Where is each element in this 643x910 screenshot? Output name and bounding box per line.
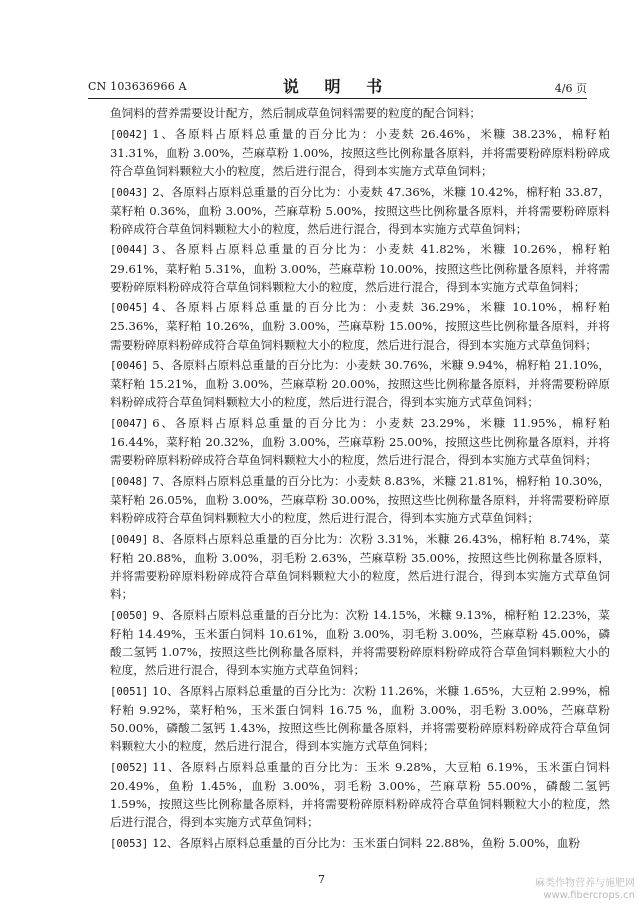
paragraph-number: [0047] (110, 418, 149, 431)
paragraph-text: 8、各原料占原料总重量的百分比为：次粉 3.31%，米糠 26.43%，棉籽粕 8.74%，菜籽粕 20.88%，血粉 3.00%，羽毛粉 2.63%，苎麻草粉 35.00%，按照这些比例称量各原料，并将需要粉碎原料粉碎成符合草鱼饲料颗粒大小的粒度，然后进行混合，得到本实施方式草鱼饲料； (110, 531, 610, 602)
paragraph-text: 4、各原料占原料总重量的百分比为：小麦麸 36.29%，米糠 10.10%，棉籽粕 25.36%，菜籽粕 10.26%，血粉 3.00%，苎麻草粉 15.00%，按照这些比例称量各原料，并将需要粉碎原料粉碎成符合草鱼饲料颗粒大小的粒度，然后进行混合，得到本实施方式草鱼饲料； (110, 300, 610, 352)
paragraph (110, 183, 610, 238)
paragraph-text: 5、各原料占原料总重量的百分比为：小麦麸 30.76%，米糠 9.94%，棉籽粕 21.10%，菜籽粕 15.21%，血粉 3.00%，苎麻草粉 20.00%，按照这些比例称量各原料，并将需要粉碎原料粉碎成符合草鱼饲料颗粒大小的粒度，然后进行混合，得到本实施方式草鱼饲料； (110, 358, 610, 410)
watermark-line: www.fibercrops.cn (543, 890, 635, 901)
paragraph-number: [0049] (110, 533, 149, 546)
paragraph-text: 3、各原料占原料总重量的百分比为：小麦麸 41.82%，米糠 10.26%，棉籽粕 29.61%，菜籽粕 5.31%，血粉 3.00%，苎麻草粉 10.00%，按照这些比例称量各原料，并将需要粉碎原料粉碎成符合草鱼饲料颗粒大小的粒度，然后进行混合，得到本实施方式草鱼饲料； (110, 242, 610, 294)
paragraph-text: 11、各原料占原料总重量的百分比为：玉米 9.28%，大豆粕 6.19%，玉米蛋白饲料 20.49%，鱼粉 1.45%，血粉 3.00%，羽毛粉 3.00%，苎麻草粉 55.00%，磷酸二氢钙 1.59%，按照这些比例称量各原料，并将需要粉碎原料粉碎成符合草鱼饲料颗粒大小的粒度，然后进行混合，得到本实施方式草鱼饲料； (110, 759, 610, 829)
patent-number: CN 103636966 A (88, 80, 187, 93)
paragraph (110, 240, 610, 295)
paragraph-number: [0050] (110, 609, 149, 622)
paragraph (110, 414, 610, 469)
paragraph-text: 9、各原料占原料总重量的百分比为：次粉 14.15%，米糠 9.13%，棉籽粕 12.23%，菜籽粕 14.49%，玉米蛋白饲料 10.61%，血粉 3.00%，羽毛粉 3.00%，苎麻草粉 45.00%，磷酸二氢钙 1.07%，按照这些比例称量各原料，并将需要粉碎原料粉碎成符合草鱼饲料颗粒大小的粒度，然后进行混合，得到本实施方式草鱼饲料； (110, 607, 610, 678)
watermark-line: 麻类作物营养与施肥网 (535, 878, 635, 889)
paragraph (110, 125, 610, 180)
paragraph (110, 530, 610, 603)
page-header (88, 74, 587, 96)
page-indicator: 4/6 页 (554, 82, 587, 95)
lead-paragraph: 鱼饲料的营养需要设计配方，然后制成草鱼饲料需要的粒度的配合饲料； (110, 106, 482, 120)
document-title: 说 明 书 (282, 77, 393, 96)
paragraph-text: 1、各原料占原料总重量的百分比为：小麦麸 26.46%，米糠 38.23%，棉籽粕 31.31%，血粉 3.00%，苎麻草粉 1.00%，按照这些比例称量各原料，并将需要粉碎原料粉碎成符合草鱼饲料颗粒大小的粒度，然后进行混合，得到本实施方式草鱼饲料； (110, 126, 610, 178)
paragraph-number: [0052] (110, 761, 149, 774)
paragraph-text: 12、各原料占原料总重量的百分比为：玉米蛋白饲料 22.88%，鱼粉 5.00%，血粉 (152, 835, 581, 850)
paragraph (110, 356, 610, 411)
paragraph (110, 834, 610, 853)
paragraph-text: 10、各原料占原料总重量的百分比为：次粉 11.26%，米糠 1.65%，大豆粕 2.99%，棉籽粕 9.92%，菜籽粕%，玉米蛋白饲料 16.75 %，血粉 3.00%，羽毛粉 3.00%，苎麻草粉 50.00%，磷酸二氢钙 1.43%，按照这些比例称量各原料，并将需要粉碎原料粉碎成符合草鱼饲料颗粒大小的粒度，然后进行混合，得到本实施方式草鱼饲料； (110, 683, 610, 754)
paragraph-number: [0043] (110, 186, 149, 199)
paragraph (110, 682, 610, 755)
paragraph-number: [0044] (110, 244, 149, 257)
paragraph (110, 472, 610, 527)
paragraph-number: [0042] (110, 128, 149, 141)
paragraph-text: 2、各原料占原料总重量的百分比为：小麦麸 47.36%，米糠 10.42%，棉籽粕 33.87，菜籽粕 0.36%，血粉 3.00%，苎麻草粉 5.00%，按照这些比例称量各原料，并将需要粉碎原料粉碎成符合草鱼饲料颗粒大小的粒度，然后进行混合，得到本实施方式草鱼饲料； (110, 184, 610, 236)
paragraph-number: [0045] (110, 302, 149, 315)
paragraph-text: 7、各原料占原料总重量的百分比为：小麦麸 8.83%，米糠 21.81%，棉籽粕 10.30%，菜籽粕 26.05%，血粉 3.00%，苎麻草粉 30.00%，按照这些比例称量各原料，并将需要粉碎原料粉碎成符合草鱼饲料颗粒大小的粒度，然后进行混合，得到本实施方式草鱼饲料； (110, 473, 610, 526)
site-watermark (535, 878, 635, 902)
paragraph-number: [0051] (110, 685, 149, 698)
paragraph-text: 6、各原料占原料总重量的百分比为：小麦麸 23.29%，米糠 11.95%，棉籽粕 16.44%，菜籽粕 20.32%，血粉 3.00%，苎麻草粉 25.00%，按照这些比例称量各原料，并将需要粉碎原料粉碎成符合草鱼饲料颗粒大小的粒度，然后进行混合，得到本实施方式草鱼饲料； (110, 416, 610, 468)
header-rule (88, 98, 587, 99)
paragraph-number: [0048] (110, 475, 149, 488)
paragraph-number: [0046] (110, 360, 149, 373)
paragraph (110, 758, 610, 831)
paragraph (110, 298, 610, 353)
paragraph (110, 606, 610, 679)
paragraph-number: [0053] (110, 837, 149, 850)
document-body (110, 104, 610, 855)
page-number: 7 (318, 873, 325, 886)
